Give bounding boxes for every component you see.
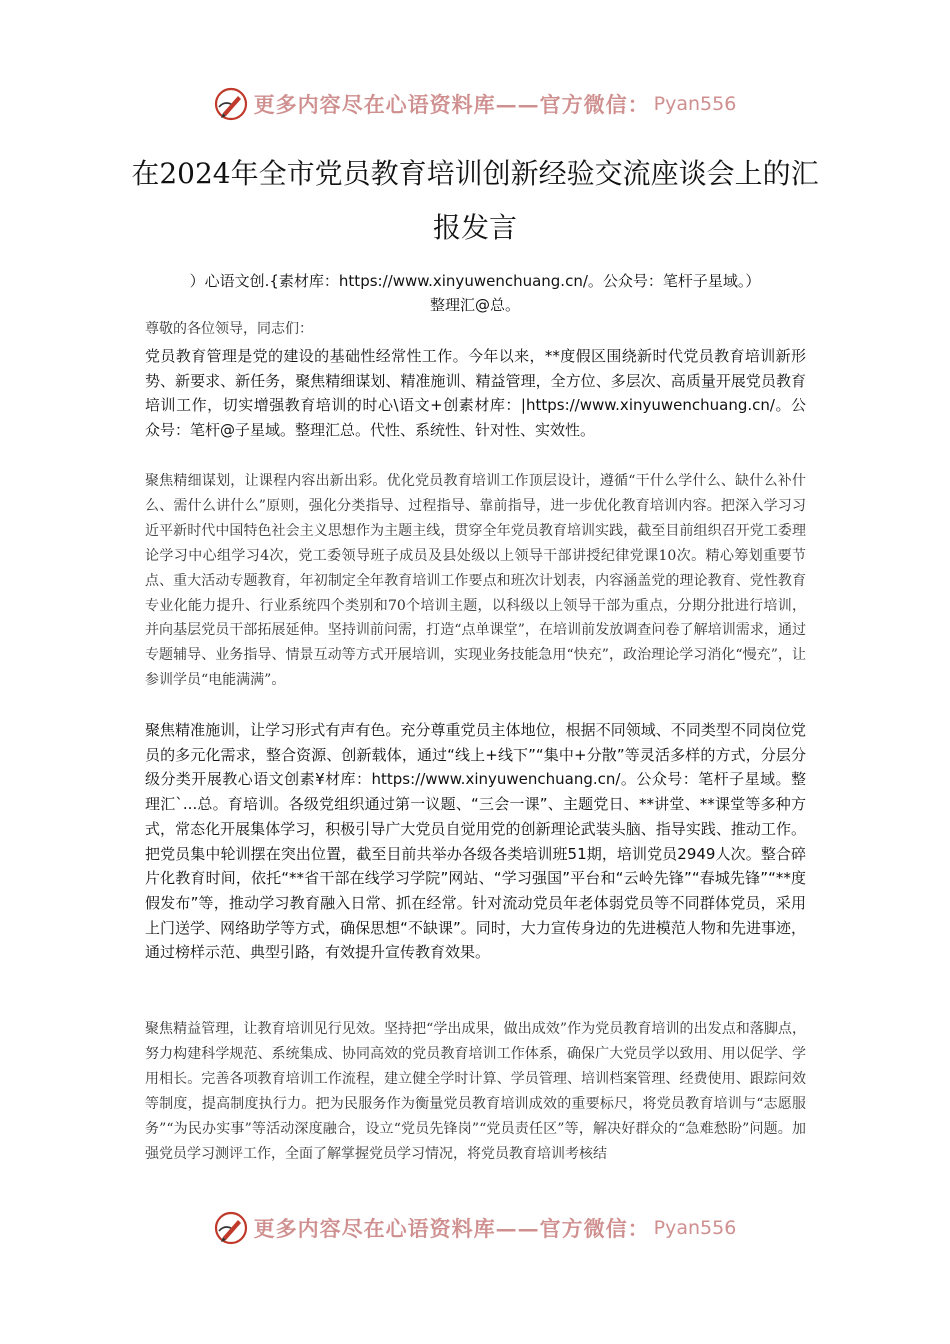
greeting: 尊敬的各位领导，同志们：: [145, 321, 313, 337]
paragraph-planning: 聚焦精细谋划，让课程内容出新出彩。优化党员教育培训工作顶层设计，遵循“干什么学什么、缺什么补什么、需什么讲什么”原则，强化分类指导、过程指导、靠前指导，进一步优化教育培训内容。把深入学习习近平新时代中国特色社会主义思想作为主题主线，贯穿全年党员教育培训实践，截至目前组织召开党工委理论学习中心组学习4次，党工委领导班子成员及县处级以上领导干部讲授纪律党课10次。精心筹划重要节点、重大活动专题教育，年初制定全年教育培训工作要点和班次计划表，内容涵盖党的理论教育、党性教育专业化能力提升、行业系统四个类别和70个培训主题，以科级以上领导干部为重点，分期分批进行培训，并向基层党员干部拓展延伸。坚持训前问需，打造“点单课堂”，在培训前发放调查问卷了解培训需求，通过专题辅导、业务指导、情景互动等方式开展培训，实现业务技能急用“快充”，政治理论学习消化“慢充”，让参训学员“电能满满”。: [145, 473, 806, 689]
paragraph-training: 聚焦精准施训，让学习形式有声有色。充分尊重党员主体地位，根据不同领域、不同类型不同岗位党员的多元化需求，整合资源、创新载体，通过“线上+线下”“集中+分散”等灵活多样的方式，分层分级分类开展教心语文创素¥材库：https://www.xinyuwenchuang.cn/。公众号：笔杆子星域。整理汇`...总。育培训。各级党组织通过第一议题、“三会一课”、主题党日、**讲堂、**课堂等多种方式，常态化开展集体学习，积极引导广大党员自觉用党的创新理论武装头脑、指导实践、推动工作。把党员集中轮训摆在突出位置，截至目前共举办各级各类培训班51期，培训党员2949人次。整合碎片化教育时间，依托“**省干部在线学习学院”网站、“学习强国”平台和“云岭先锋”“春城先锋”“**度假发布”等，推动学习教育融入日常、抓在经常。针对流动党员年老体弱党员等不同群体党员，采用上门送学、网络助学等方式，确保思想“不缺课”。同时，大力宣传身边的先进模范人物和先进事迹，通过榜样示范、典型引路，有效提升宣传教育效果。: [145, 721, 806, 962]
source-line-2: 整理汇@总。: [429, 296, 520, 314]
pen-logo-icon: [214, 1211, 248, 1245]
source-line: ）心语文创.{素材库：https://www.xinyuwenchuang.cn/。公众号：笔杆子星域。）: [189, 272, 761, 290]
banner-brand-text: 更多内容尽在心语资料库——官方微信：: [253, 1216, 650, 1241]
paragraph-management: 聚焦精益管理，让教育培训见行见效。坚持把“学出成果，做出成效”作为党员教育培训的出发点和落脚点，努力构建科学规范、系统集成、协同高效的党员教育培训工作体系，确保广大党员学以致用、用以促学、学用相长。完善各项教育培训工作流程，建立健全学时计算、学员管理、培训档案管理、经费使用、跟踪问效等制度，提高制度执行力。把为民服务作为衡量党员教育培训成效的重要标尺，将党员教育培训与“志愿服务”“为民办实事”等活动深度融合，设立“党员先锋岗”“党员责任区”等，解决好群众的“急难愁盼”问题。加强党员学习测评工作，全面了解掌握党员学习情况，将党员教育培训考核结: [145, 1021, 806, 1162]
banner-wechat-id: Pyan556: [653, 93, 737, 115]
pen-logo-icon: [214, 87, 248, 121]
footer-watermark-banner: [0, 1208, 950, 1248]
paragraph-intro: 党员教育管理是党的建设的基础性经常性工作。今年以来，**度假区围绕新时代党员教育培训新形势、新要求、新任务，聚焦精细谋划、精准施训、精益管理，全方位、多层次、高质量开展党员教育培训工作，切实增强教育培训的时心\语文+创素材库：|https://www.xinyuwenchuang.cn/。公众号：笔杆@子星域。整理汇总。代性、系统性、针对性、实效性。: [145, 347, 806, 440]
banner-wechat-id: Pyan556: [653, 1217, 737, 1239]
header-watermark-banner: [0, 84, 950, 124]
document-title: 在2024年全市党员教育培训创新经验交流座谈会上的汇报发言: [131, 157, 819, 244]
banner-brand-text: 更多内容尽在心语资料库——官方微信：: [253, 92, 650, 117]
